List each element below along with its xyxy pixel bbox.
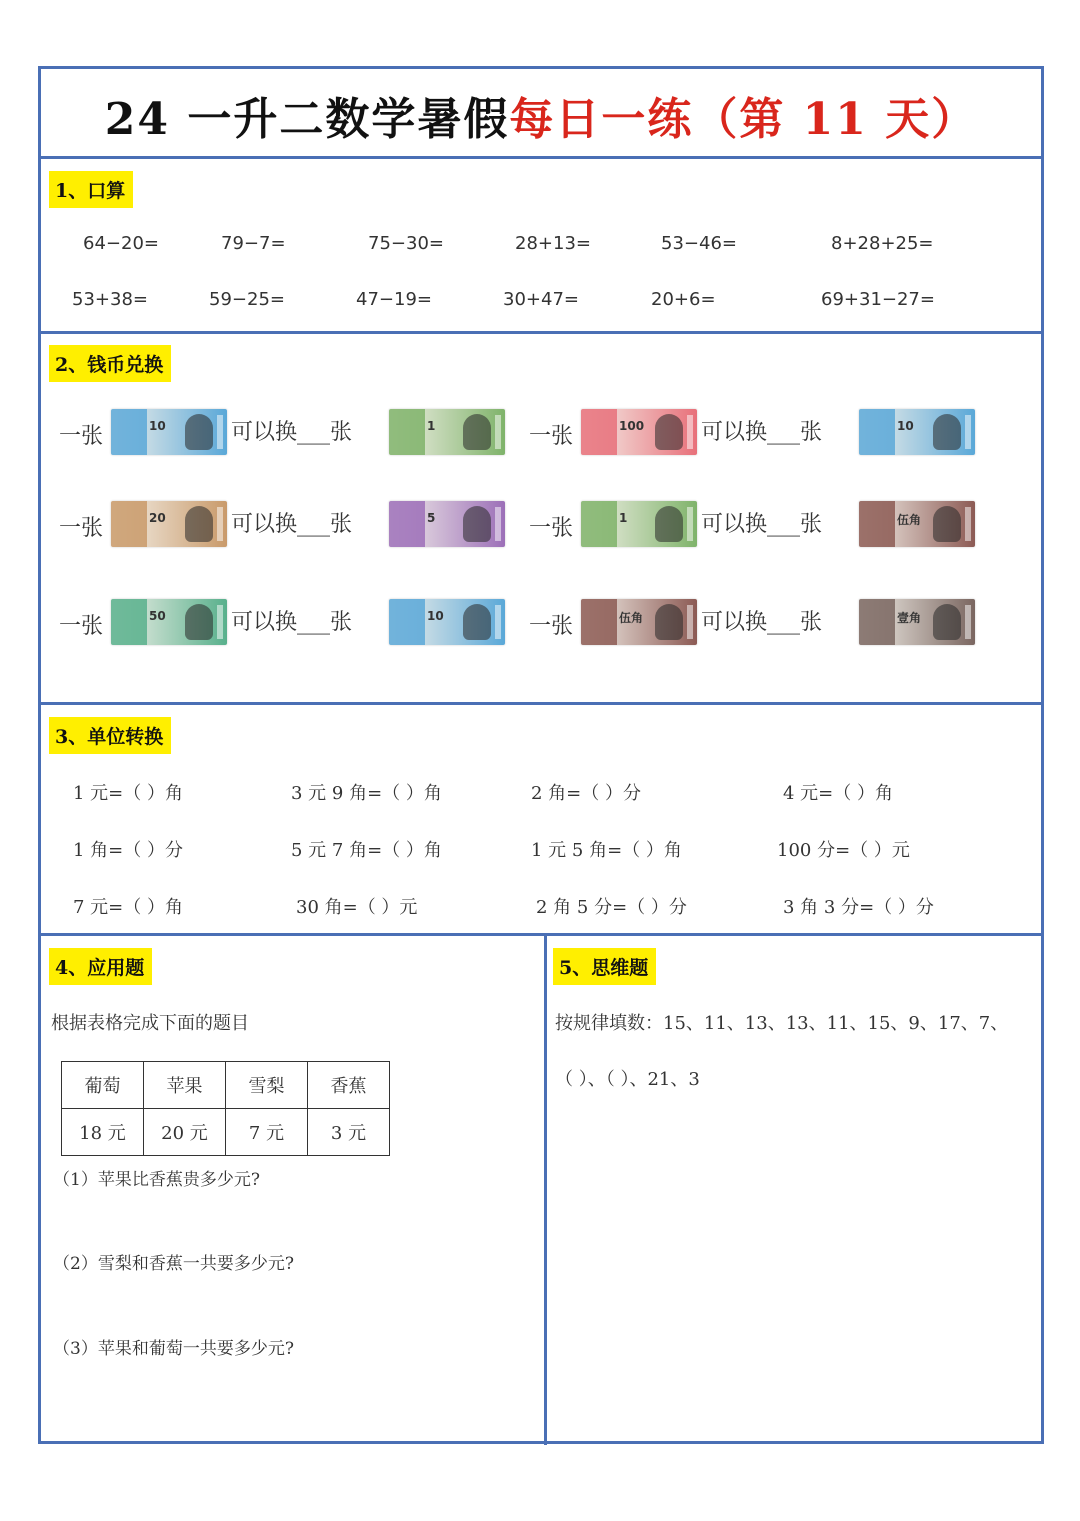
banknote-image — [111, 409, 227, 455]
portrait-icon — [185, 604, 213, 640]
security-stripe — [965, 605, 971, 639]
conversion-item: 3 元 9 角=（ ）角 — [291, 783, 442, 804]
security-stripe — [217, 507, 223, 541]
exchange-blank: 可以换___张 — [701, 420, 823, 445]
arithmetic-problem: 69+31−27= — [821, 289, 935, 310]
conversion-item: 7 元=（ ）角 — [73, 897, 183, 918]
conversion-item: 2 角=（ ）分 — [531, 783, 641, 804]
fruit-price-table — [61, 1061, 390, 1156]
exchange-blank: 可以换___张 — [701, 512, 823, 537]
exchange-prefix: 一张 — [529, 516, 574, 541]
arithmetic-problem: 28+13= — [515, 233, 591, 254]
conversion-item: 2 角 5 分=（ ）分 — [536, 897, 687, 918]
security-stripe — [217, 605, 223, 639]
word-problem: （1）苹果比香蕉贵多少元? — [53, 1170, 260, 1190]
section-label-currency: 2、钱币兑换 — [49, 345, 171, 382]
arithmetic-problem: 20+6= — [651, 289, 716, 310]
banknote-image — [859, 409, 975, 455]
security-stripe — [965, 507, 971, 541]
security-stripe — [495, 415, 501, 449]
section-label-thinking: 5、思维题 — [553, 948, 656, 985]
banknote-image — [389, 501, 505, 547]
divider — [41, 702, 1041, 705]
portrait-icon — [185, 414, 213, 450]
arithmetic-problem: 59−25= — [209, 289, 285, 310]
arithmetic-problem: 47−19= — [356, 289, 432, 310]
section-label-mental-math: 1、口算 — [49, 171, 133, 208]
banknote-band — [111, 599, 147, 645]
portrait-icon — [655, 604, 683, 640]
security-stripe — [687, 415, 693, 449]
table-cell: 20 元 — [144, 1109, 226, 1156]
sequence-blanks: （ ）、（ ）、21、3 — [555, 1069, 700, 1090]
conversion-item: 3 角 3 分=（ ）分 — [783, 897, 934, 918]
banknote-band — [859, 599, 895, 645]
banknote-image — [581, 409, 697, 455]
banknote-value: 10 — [897, 419, 914, 433]
column-divider — [544, 935, 547, 1445]
portrait-icon — [655, 506, 683, 542]
table-cell: 3 元 — [308, 1109, 390, 1156]
arithmetic-problem: 8+28+25= — [831, 233, 934, 254]
banknote-value: 20 — [149, 511, 166, 525]
security-stripe — [495, 507, 501, 541]
banknote-value: 壹角 — [897, 611, 922, 625]
table-row — [62, 1109, 390, 1156]
banknote-image — [111, 501, 227, 547]
title-part1: 24 一升二数学暑假 — [104, 94, 510, 145]
table-cell: 雪梨 — [226, 1062, 308, 1109]
table-instruction: 根据表格完成下面的题目 — [51, 1013, 249, 1034]
exchange-blank: 可以换___张 — [231, 420, 353, 445]
banknote-image — [859, 501, 975, 547]
page-title — [41, 83, 1041, 147]
banknote-band — [859, 501, 895, 547]
banknote-band — [581, 599, 617, 645]
portrait-icon — [185, 506, 213, 542]
banknote-value: 伍角 — [619, 611, 644, 625]
word-problem: （3）苹果和葡萄一共要多少元? — [53, 1339, 294, 1359]
table-cell: 香蕉 — [308, 1062, 390, 1109]
exchange-prefix: 一张 — [59, 614, 104, 639]
title-part2: 每日一练（第 11 天） — [509, 94, 978, 145]
banknote-image — [111, 599, 227, 645]
banknote-image — [859, 599, 975, 645]
banknote-band — [859, 409, 895, 455]
portrait-icon — [933, 506, 961, 542]
table-cell: 苹果 — [144, 1062, 226, 1109]
conversion-item: 1 元 5 角=（ ）角 — [531, 840, 682, 861]
banknote-value: 100 — [619, 419, 645, 433]
arithmetic-problem: 79−7= — [221, 233, 286, 254]
banknote-band — [389, 599, 425, 645]
exchange-blank: 可以换___张 — [701, 610, 823, 635]
table-cell: 7 元 — [226, 1109, 308, 1156]
banknote-band — [581, 409, 617, 455]
banknote-value: 1 — [619, 511, 628, 525]
banknote-image — [581, 599, 697, 645]
worksheet — [38, 66, 1044, 1444]
arithmetic-problem: 75−30= — [368, 233, 444, 254]
exchange-prefix: 一张 — [59, 516, 104, 541]
security-stripe — [495, 605, 501, 639]
conversion-item: 4 元=（ ）角 — [783, 783, 893, 804]
divider — [41, 156, 1041, 159]
portrait-icon — [933, 604, 961, 640]
banknote-value: 50 — [149, 609, 166, 623]
banknote-value: 10 — [149, 419, 166, 433]
sequence-problem: 按规律填数：15、11、13、13、11、15、9、17、7、 — [555, 1013, 1009, 1034]
word-problem: （2）雪梨和香蕉一共要多少元? — [53, 1254, 294, 1274]
banknote-value: 伍角 — [897, 513, 922, 527]
exchange-blank: 可以换___张 — [231, 512, 353, 537]
banknote-value: 5 — [427, 511, 436, 525]
conversion-item: 1 元=（ ）角 — [73, 783, 183, 804]
portrait-icon — [463, 506, 491, 542]
arithmetic-problem: 53+38= — [72, 289, 148, 310]
table-header-row — [62, 1062, 390, 1109]
arithmetic-problem: 53−46= — [661, 233, 737, 254]
banknote-band — [389, 501, 425, 547]
banknote-value: 10 — [427, 609, 444, 623]
section-label-unit-conversion: 3、单位转换 — [49, 717, 171, 754]
conversion-item: 1 角=（ ）分 — [73, 840, 183, 861]
banknote-image — [389, 599, 505, 645]
security-stripe — [687, 507, 693, 541]
divider — [41, 331, 1041, 334]
arithmetic-problem: 64−20= — [83, 233, 159, 254]
banknote-band — [111, 501, 147, 547]
divider — [41, 933, 1041, 936]
security-stripe — [217, 415, 223, 449]
banknote-image — [581, 501, 697, 547]
portrait-icon — [463, 604, 491, 640]
portrait-icon — [655, 414, 683, 450]
table-cell: 葡萄 — [62, 1062, 144, 1109]
banknote-value: 1 — [427, 419, 436, 433]
banknote-image — [389, 409, 505, 455]
security-stripe — [965, 415, 971, 449]
exchange-prefix: 一张 — [529, 424, 574, 449]
portrait-icon — [933, 414, 961, 450]
conversion-item: 100 分=（ ）元 — [777, 840, 910, 861]
security-stripe — [687, 605, 693, 639]
banknote-band — [111, 409, 147, 455]
banknote-band — [581, 501, 617, 547]
exchange-blank: 可以换___张 — [231, 610, 353, 635]
banknote-band — [389, 409, 425, 455]
arithmetic-problem: 30+47= — [503, 289, 579, 310]
conversion-item: 5 元 7 角=（ ）角 — [291, 840, 442, 861]
exchange-prefix: 一张 — [59, 424, 104, 449]
exchange-prefix: 一张 — [529, 614, 574, 639]
conversion-item: 30 角=（ ）元 — [296, 897, 418, 918]
table-cell: 18 元 — [62, 1109, 144, 1156]
section-label-word-problems: 4、应用题 — [49, 948, 152, 985]
portrait-icon — [463, 414, 491, 450]
